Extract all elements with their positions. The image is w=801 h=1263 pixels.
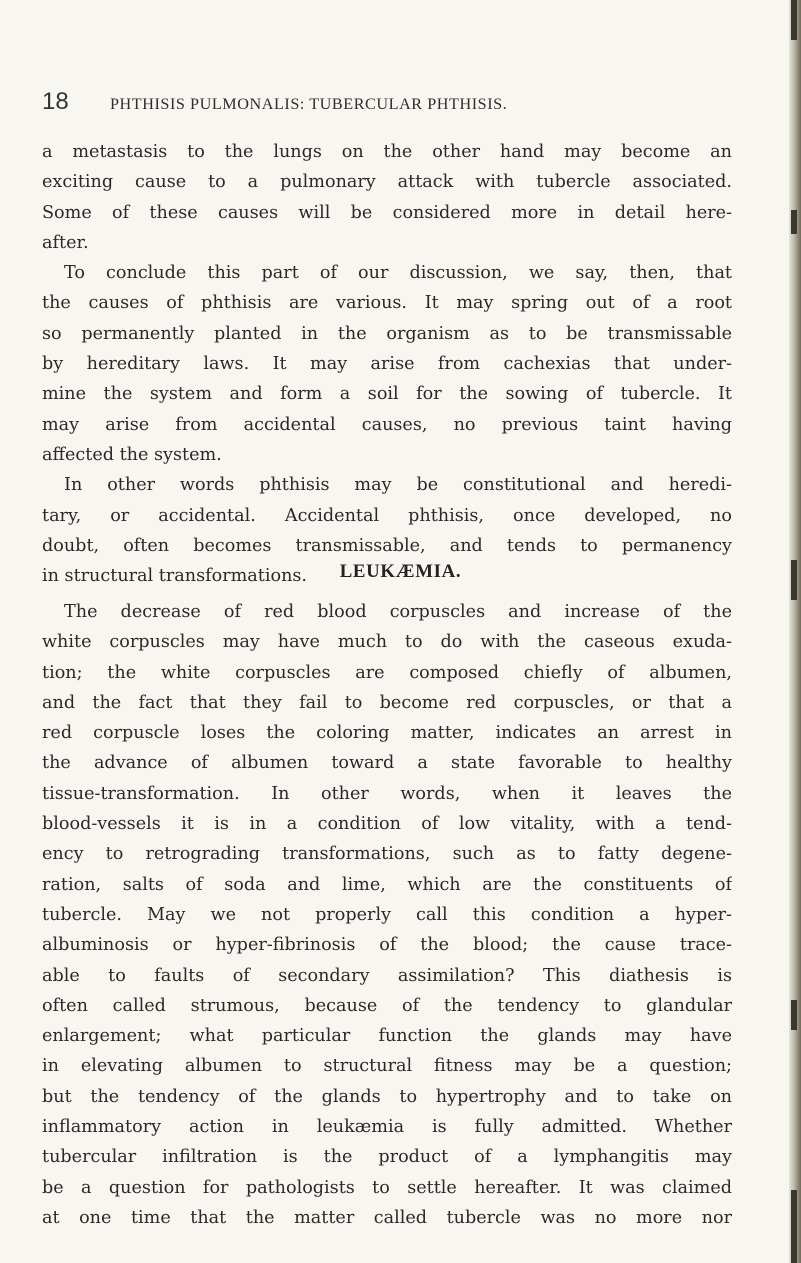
text-line: often called strumous, because of the tendency to glandular bbox=[42, 995, 732, 1016]
running-header bbox=[42, 88, 762, 118]
section-heading: LEUKÆMIA. bbox=[339, 561, 462, 582]
page-edge-shadow bbox=[789, 0, 801, 1263]
text-line: be a question for pathologists to settle hereafter. It was claimed bbox=[42, 1177, 732, 1198]
text-line: blood-vessels it is in a condition of low vitality, with a tend- bbox=[42, 814, 732, 835]
text-line: ency to retrograding transformations, such as to fatty degene- bbox=[42, 844, 732, 865]
text-line: mine the system and form a soil for the sowing of tubercle. It bbox=[42, 384, 732, 405]
text-line: tubercle. May we not properly call this condition a hyper- bbox=[42, 904, 732, 925]
text-line: the causes of phthisis are various. It may spring out of a root bbox=[42, 293, 732, 314]
binding-mark bbox=[791, 0, 797, 40]
text-line: tubercular infiltration is the product of a lymphangitis may bbox=[42, 1147, 732, 1168]
text-line: exciting cause to a pulmonary attack with tubercle associated. bbox=[42, 172, 732, 193]
text-line: ration, salts of soda and lime, which are the constituents of bbox=[42, 874, 732, 895]
text-line: red corpuscle loses the coloring matter, indicates an arrest in bbox=[42, 723, 732, 744]
text-line: in structural transformations. bbox=[42, 566, 308, 587]
text-line: and the fact that they fail to become red corpuscles, or that a bbox=[42, 692, 732, 713]
running-title: PHTHISIS PULMONALIS: TUBERCULAR PHTHISIS. bbox=[110, 95, 508, 113]
binding-mark bbox=[791, 1190, 797, 1263]
text-line: after. bbox=[42, 232, 89, 253]
binding-mark bbox=[791, 210, 797, 234]
text-line: The decrease of red blood corpuscles and increase of the bbox=[64, 602, 732, 622]
text-line: by hereditary laws. It may arise from cachexias that under- bbox=[42, 354, 732, 375]
paragraph-block-leukaemia bbox=[42, 597, 732, 1233]
paragraph-block-causes bbox=[42, 137, 732, 591]
text-line: affected the system. bbox=[42, 444, 222, 465]
text-line: enlargement; what particular function the glands may have bbox=[42, 1026, 732, 1047]
text-line: doubt, often becomes transmissable, and tends to permanency bbox=[42, 535, 732, 556]
text-line: able to faults of secondary assimilation? This diathesis is bbox=[42, 965, 732, 986]
text-line: inflammatory action in leukæmia is fully admitted. Whether bbox=[42, 1117, 732, 1138]
text-line: tary, or accidental. Accidental phthisis, once developed, no bbox=[42, 505, 732, 526]
text-line: at one time that the matter called tubercle was no more nor bbox=[42, 1207, 732, 1228]
text-line: the advance of albumen toward a state favorable to healthy bbox=[42, 753, 732, 774]
binding-mark bbox=[791, 1000, 797, 1030]
text-line: white corpuscles may have much to do with the caseous exuda- bbox=[42, 632, 732, 653]
text-line: tion; the white corpuscles are composed chiefly of albumen, bbox=[42, 662, 732, 683]
text-line: may arise from accidental causes, no previous taint having bbox=[42, 414, 732, 435]
text-line: In other words phthisis may be constitutional and heredi- bbox=[64, 475, 732, 496]
text-line: in elevating albumen to structural fitness may be a question; bbox=[42, 1056, 732, 1077]
page-number: 18 bbox=[42, 88, 69, 115]
text-line: Some of these causes will be considered more in detail here- bbox=[42, 202, 732, 223]
text-line: a metastasis to the lungs on the other hand may become an bbox=[42, 142, 732, 162]
text-line: tissue-transformation. In other words, when it leaves the bbox=[42, 783, 732, 804]
text-line: albuminosis or hyper-fibrinosis of the blood; the cause trace- bbox=[42, 935, 732, 956]
text-line: so permanently planted in the organism as to be transmissable bbox=[42, 323, 732, 344]
text-line: To conclude this part of our discussion, we say, then, that bbox=[64, 263, 732, 284]
text-line: but the tendency of the glands to hypertrophy and to take on bbox=[42, 1086, 732, 1107]
